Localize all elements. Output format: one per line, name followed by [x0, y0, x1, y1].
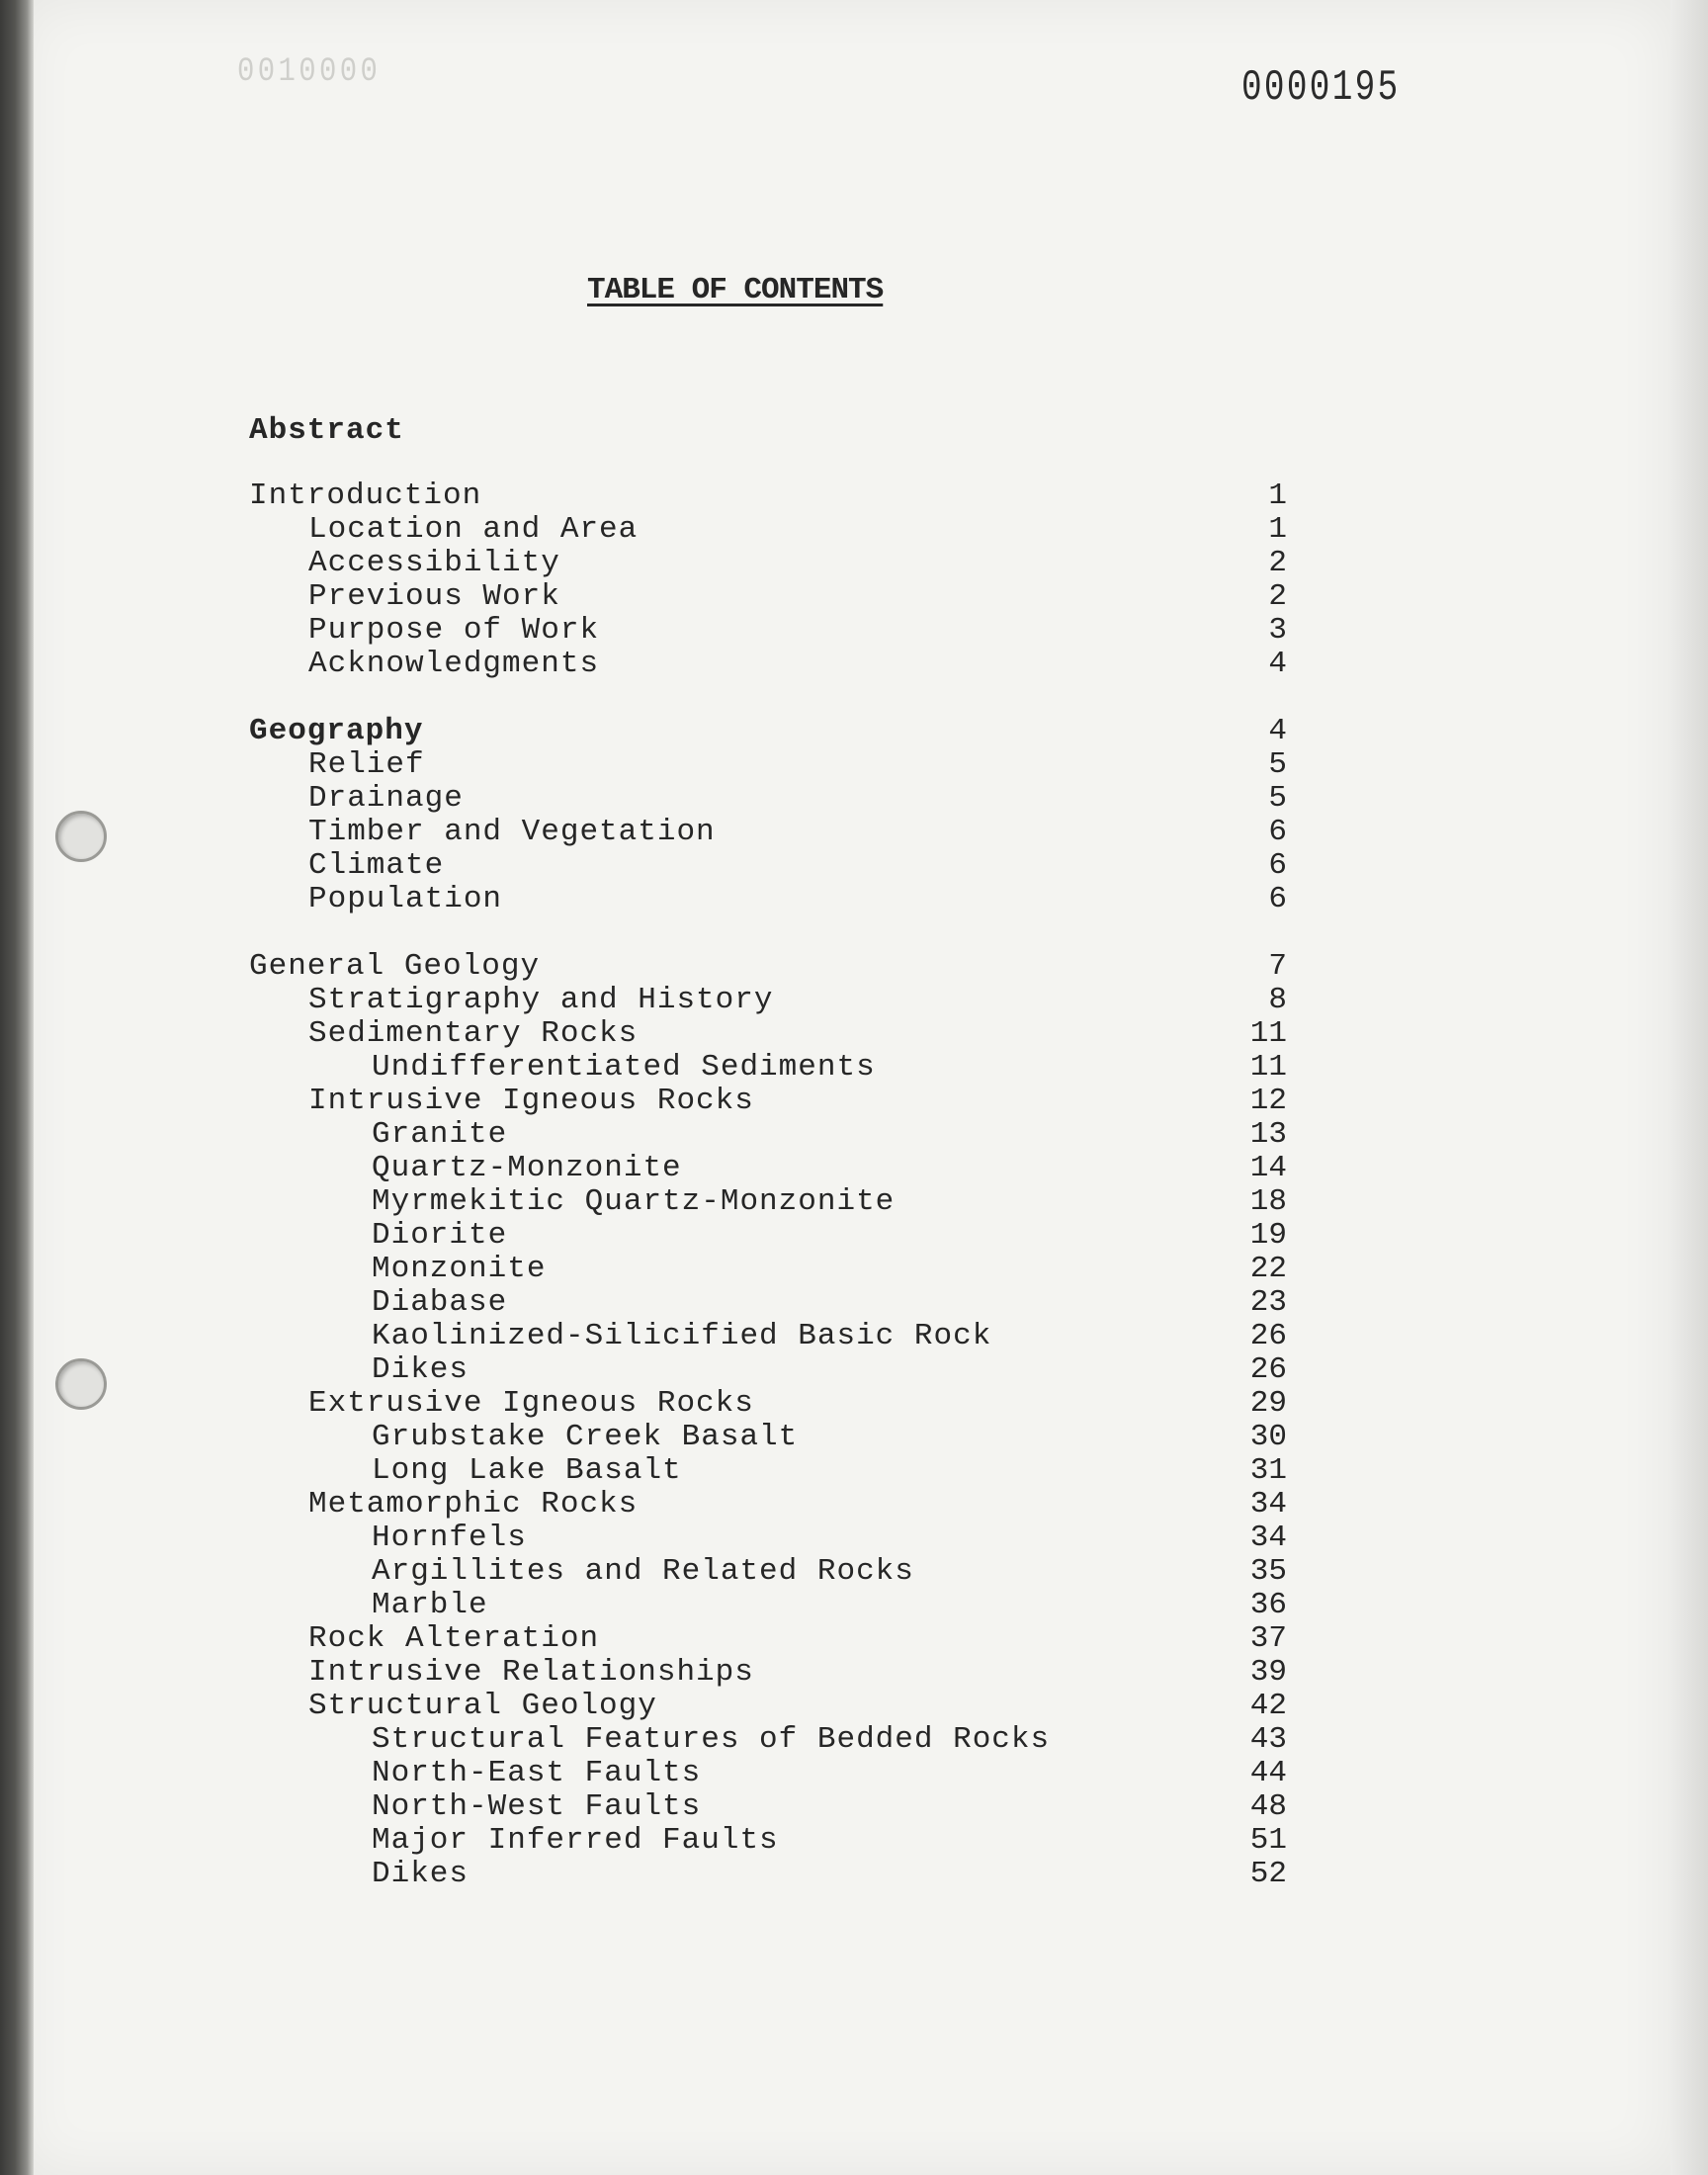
toc-entry-title: North-West Faults: [372, 1789, 702, 1824]
toc-entry-page-number: 23: [1249, 1285, 1287, 1320]
toc-entry-page-number: 37: [1249, 1621, 1287, 1656]
toc-entry: [0, 579, 1287, 613]
toc-entry: [0, 1016, 1287, 1050]
toc-entry: [0, 1857, 1287, 1890]
toc-entry-title: Marble: [372, 1588, 488, 1622]
toc-entry-page-number: 31: [1249, 1453, 1287, 1488]
toc-entry-page-number: 34: [1249, 1487, 1287, 1522]
toc-entry: [0, 815, 1287, 848]
toc-entry-page-number: 35: [1249, 1554, 1287, 1589]
toc-entry: [0, 1588, 1287, 1621]
toc-entry: [0, 949, 1287, 983]
toc-entry: [0, 1218, 1287, 1252]
toc-entry-page-number: 3: [1268, 613, 1287, 648]
toc-entry-title: Timber and Vegetation: [308, 815, 716, 849]
toc-entry-page-number: 1: [1268, 512, 1287, 547]
toc-entry-title: Diorite: [372, 1218, 508, 1253]
toc-entry-page-number: 18: [1249, 1184, 1287, 1219]
toc-entry: [0, 1789, 1287, 1823]
toc-entry-title: Relief: [308, 747, 425, 782]
toc-entry: [0, 613, 1287, 647]
toc-entry-title: Sedimentary Rocks: [308, 1016, 639, 1051]
toc-entry-title: Previous Work: [308, 579, 560, 614]
toc-entry: [0, 1352, 1287, 1386]
toc-entry: [0, 1689, 1287, 1722]
toc-entry-title: Monzonite: [372, 1252, 547, 1286]
toc-entry-title: Population: [308, 882, 503, 916]
toc-entry-page-number: 6: [1268, 882, 1287, 916]
toc-entry: [0, 714, 1287, 747]
toc-entry-page-number: 14: [1249, 1151, 1287, 1185]
toc-entry-title: Dikes: [372, 1857, 470, 1891]
toc-entry-title: Structural Geology: [308, 1689, 657, 1723]
toc-entry-page-number: 39: [1249, 1655, 1287, 1690]
toc-entry-page-number: 5: [1268, 747, 1287, 782]
toc-entry: [0, 413, 1287, 447]
toc-entry: [0, 1756, 1287, 1789]
toc-entry-title: Intrusive Igneous Rocks: [308, 1084, 754, 1118]
toc-entry-title: Location and Area: [308, 512, 639, 547]
toc-entry-page-number: 12: [1249, 1084, 1287, 1118]
toc-entry: [0, 1453, 1287, 1487]
toc-entry-title: Rock Alteration: [308, 1621, 600, 1656]
toc-entry-title: Argillites and Related Rocks: [372, 1554, 914, 1589]
toc-entry: [0, 1252, 1287, 1285]
toc-entry: [0, 1319, 1287, 1352]
toc-entry-title: Introduction: [249, 478, 482, 513]
toc-entry-title: Hornfels: [372, 1521, 527, 1555]
toc-entry-title: Stratigraphy and History: [308, 983, 774, 1017]
toc-entry-title: Drainage: [308, 781, 464, 816]
toc-entry-title: Accessibility: [308, 546, 560, 580]
toc-entry-page-number: 6: [1268, 848, 1287, 883]
toc-entry: [0, 1050, 1287, 1084]
toc-entry-page-number: 8: [1268, 983, 1287, 1017]
toc-entry-title: Abstract: [249, 413, 404, 448]
toc-entry: [0, 546, 1287, 579]
toc-entry: [0, 1655, 1287, 1689]
toc-entry-title: Acknowledgments: [308, 647, 600, 681]
toc-entry: [0, 1621, 1287, 1655]
toc-entry: [0, 1084, 1287, 1117]
toc-entry-page-number: 2: [1268, 546, 1287, 580]
toc-entry-page-number: 44: [1249, 1756, 1287, 1790]
toc-entry: [0, 1420, 1287, 1453]
toc-entry-page-number: 34: [1249, 1521, 1287, 1555]
toc-entry-page-number: 36: [1249, 1588, 1287, 1622]
toc-entry: [0, 1487, 1287, 1521]
toc-entry-title: Major Inferred Faults: [372, 1823, 779, 1858]
faint-stamp-number: 0010000: [237, 53, 382, 91]
toc-entry-title: Diabase: [372, 1285, 508, 1320]
toc-entry: [0, 983, 1287, 1016]
toc-entry-title: Dikes: [372, 1352, 470, 1387]
toc-entry: [0, 1117, 1287, 1151]
toc-entry-title: Geography: [249, 714, 424, 748]
toc-entry-title: Structural Features of Bedded Rocks: [372, 1722, 1051, 1757]
toc-entry: [0, 478, 1287, 512]
toc-entry: [0, 1285, 1287, 1319]
toc-entry-page-number: 51: [1249, 1823, 1287, 1858]
document-stamp-number: 0000195: [1241, 63, 1401, 113]
toc-entry-title: Undifferentiated Sediments: [372, 1050, 876, 1085]
toc-entry: [0, 1184, 1287, 1218]
toc-entry: [0, 747, 1287, 781]
toc-entry: [0, 647, 1287, 680]
toc-entry: [0, 848, 1287, 882]
toc-entry-page-number: 26: [1249, 1352, 1287, 1387]
toc-entry-title: Kaolinized-Silicified Basic Rock: [372, 1319, 992, 1353]
toc-entry-page-number: 30: [1249, 1420, 1287, 1454]
toc-entry: [0, 1386, 1287, 1420]
toc-entry-page-number: 1: [1268, 478, 1287, 513]
toc-entry-title: Grubstake Creek Basalt: [372, 1420, 799, 1454]
toc-entry: [0, 1823, 1287, 1857]
toc-entry-page-number: 5: [1268, 781, 1287, 816]
toc-entry-page-number: 29: [1249, 1386, 1287, 1421]
toc-entry-title: Extrusive Igneous Rocks: [308, 1386, 754, 1421]
toc-entry-title: North-East Faults: [372, 1756, 702, 1790]
toc-entry-page-number: 26: [1249, 1319, 1287, 1353]
toc-entry-page-number: 52: [1249, 1857, 1287, 1891]
toc-entry-page-number: 6: [1268, 815, 1287, 849]
toc-entry-title: General Geology: [249, 949, 541, 984]
toc-entry-page-number: 19: [1249, 1218, 1287, 1253]
toc-entry: [0, 781, 1287, 815]
toc-entry-page-number: 43: [1249, 1722, 1287, 1757]
toc-entry-title: Climate: [308, 848, 445, 883]
toc-entry-title: Metamorphic Rocks: [308, 1487, 639, 1522]
toc-entry-title: Purpose of Work: [308, 613, 600, 648]
toc-entry-page-number: 48: [1249, 1789, 1287, 1824]
toc-entry-title: Long Lake Basalt: [372, 1453, 682, 1488]
toc-entry-page-number: 2: [1268, 579, 1287, 614]
toc-entry-page-number: 13: [1249, 1117, 1287, 1152]
toc-entry-page-number: 11: [1249, 1016, 1287, 1051]
toc-entry-title: Quartz-Monzonite: [372, 1151, 682, 1185]
toc-entry-page-number: 11: [1249, 1050, 1287, 1085]
toc-entry-title: Intrusive Relationships: [308, 1655, 754, 1690]
toc-entry: [0, 1151, 1287, 1184]
toc-entry-title: Myrmekitic Quartz-Monzonite: [372, 1184, 896, 1219]
toc-entry-title: Granite: [372, 1117, 508, 1152]
toc-entry: [0, 512, 1287, 546]
toc-entry-page-number: 7: [1268, 949, 1287, 984]
toc-entry: [0, 1554, 1287, 1588]
page-title: TABLE OF CONTENTS: [587, 273, 884, 307]
toc-entry-page-number: 4: [1268, 647, 1287, 681]
toc-entry-page-number: 42: [1249, 1689, 1287, 1723]
toc-entry: [0, 1722, 1287, 1756]
toc-entry-page-number: 4: [1268, 714, 1287, 748]
toc-entry-page-number: 22: [1249, 1252, 1287, 1286]
toc-entry: [0, 1521, 1287, 1554]
toc-entry: [0, 882, 1287, 915]
